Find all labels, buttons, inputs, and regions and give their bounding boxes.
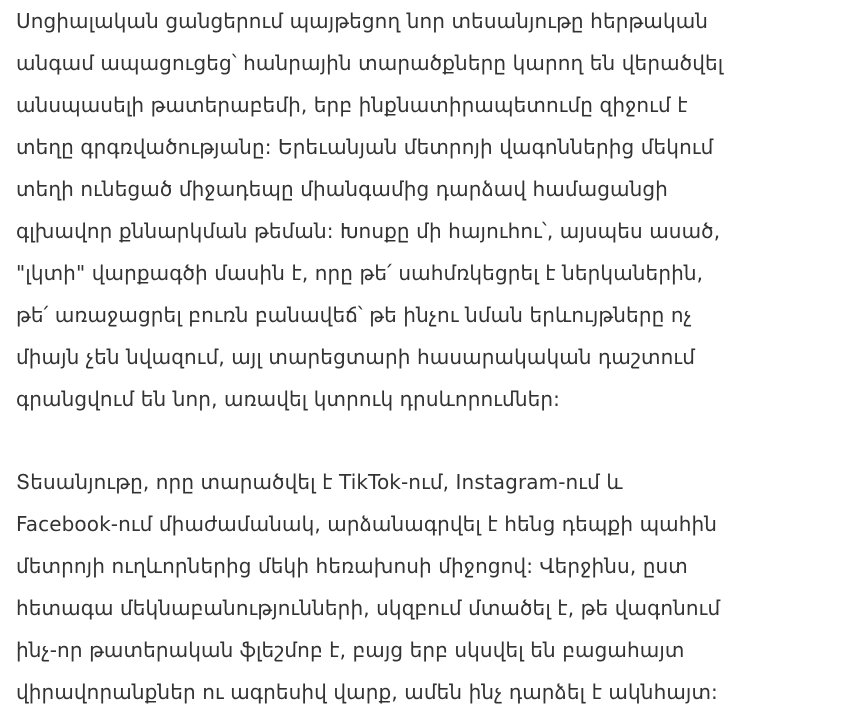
text-line: Facebook-ում միաժամանակ, արձանագրվել է հենց դեպքի պահին bbox=[16, 512, 718, 536]
text-line: տեղի ունեցած միջադեպը միանգամից դարձավ համացանցի bbox=[16, 177, 668, 201]
text-line: անգամ ապացուցեց՝ հանրային տարածքները կարող են վերածվել bbox=[16, 51, 724, 75]
article-paragraph-1 bbox=[16, 0, 842, 420]
text-line: գլխավոր քննարկման թեման: Խոսքը մի հայուհու՝, այսպես ասած, bbox=[16, 219, 721, 243]
text-line: Տեսանյութը, որը տարածվել է TikTok-ում, Instagram-ում և bbox=[16, 470, 623, 494]
text-line: ինչ-որ թատերական ֆլեշմոբ է, բայց երբ սկսվել են բացահայտ bbox=[16, 638, 685, 662]
text-line: անսպասելի թատերաբեմի, երբ ինքնատիրապետումը զիջում է bbox=[16, 93, 688, 117]
paragraph-spacer bbox=[16, 420, 842, 461]
text-line: վիրավորանքներ ու ագրեսիվ վարք, ամեն ինչ դարձել է ակնհայտ: bbox=[16, 680, 718, 704]
article-paragraph-2 bbox=[16, 461, 842, 713]
text-line: հետագա մեկնաբանությունների, սկզբում մտածել է, թե վագոնում bbox=[16, 596, 721, 620]
text-line: "լկտի" վարքագծի մասին է, որը թե՛ սահմռկեցրել է ներկաներին, bbox=[16, 261, 704, 285]
text-line: Սոցիալական ցանցերում պայթեցող նոր տեսանյութը հերթական bbox=[16, 9, 709, 33]
text-line: միայն չեն նվազում, այլ տարեցտարի հասարակական դաշտում bbox=[16, 345, 695, 369]
text-line: թե՛ առաջացրել բուռն բանավեճ՝ թե ինչու նման երևույթները ոչ bbox=[16, 303, 692, 327]
text-line: գրանցվում են նոր, առավել կտրուկ դրսևորումներ: bbox=[16, 387, 560, 411]
text-line: մետրոյի ուղևորներից մեկի հեռախոսի միջոցով: Վերջինս, ըստ bbox=[16, 554, 688, 578]
text-line: տեղը գրգռվածությանը: Երեւանյան մետրոյի վագոններից մեկում bbox=[16, 135, 714, 159]
